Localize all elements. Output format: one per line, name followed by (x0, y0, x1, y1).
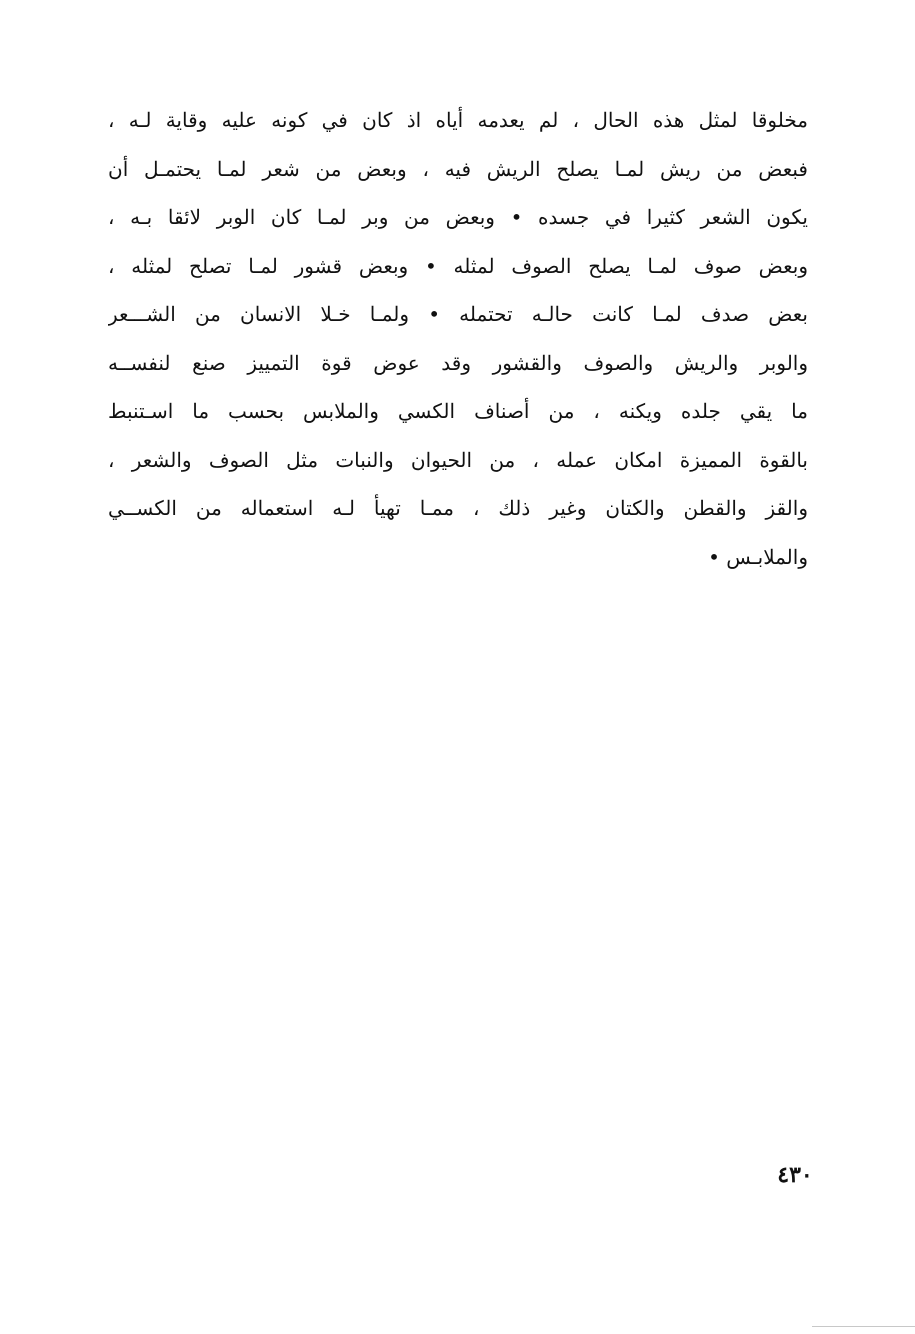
body-text (108, 96, 808, 581)
text-line-8: بالقوة المميزة امكان عمله ، من الحيوان والنبات مثل الصوف والشعر ، (108, 447, 808, 472)
text-line-3: يكون الشعر كثيرا في جسده • وبعض من وبر لمـا كان الوبر لائقا بـه ، (108, 205, 808, 229)
text-line-1: مخلوقا لمثل هذه الحال ، لم يعدمه أياه اذ كان في كونه عليه وقاية لـه ، (108, 108, 808, 132)
text-line-7: ما يقي جلده ويكنه ، من أصناف الكسي والملابس بحسب ما اسـتنبط (108, 399, 808, 423)
text-line-4: وبعض صوف لمـا يصلح الصوف لمثله • وبعض قشور لمـا تصلح لمثله ، (108, 253, 808, 278)
text-line-6: والوبر والريش والصوف والقشور وقد عوض قوة التمييز صنع لنفســه (108, 350, 808, 375)
text-line-2: فبعض من ريش لمـا يصلح الريش فيه ، وبعض من شعر لمـا يحتمـل أن (108, 156, 808, 181)
page-number: ٤٣٠ (777, 1162, 813, 1188)
bottom-rule (812, 1326, 915, 1327)
text-line-5: بعض صدف لمـا كانت حالـه تحتمله • ولمـا خـلا الانسان من الشـــعر (108, 302, 808, 326)
text-line-9: والقز والقطن والكتان وغير ذلك ، ممـا تهيأ لـه استعماله من الكســي (108, 496, 808, 520)
text-line-10: والملابـس • (708, 544, 808, 569)
